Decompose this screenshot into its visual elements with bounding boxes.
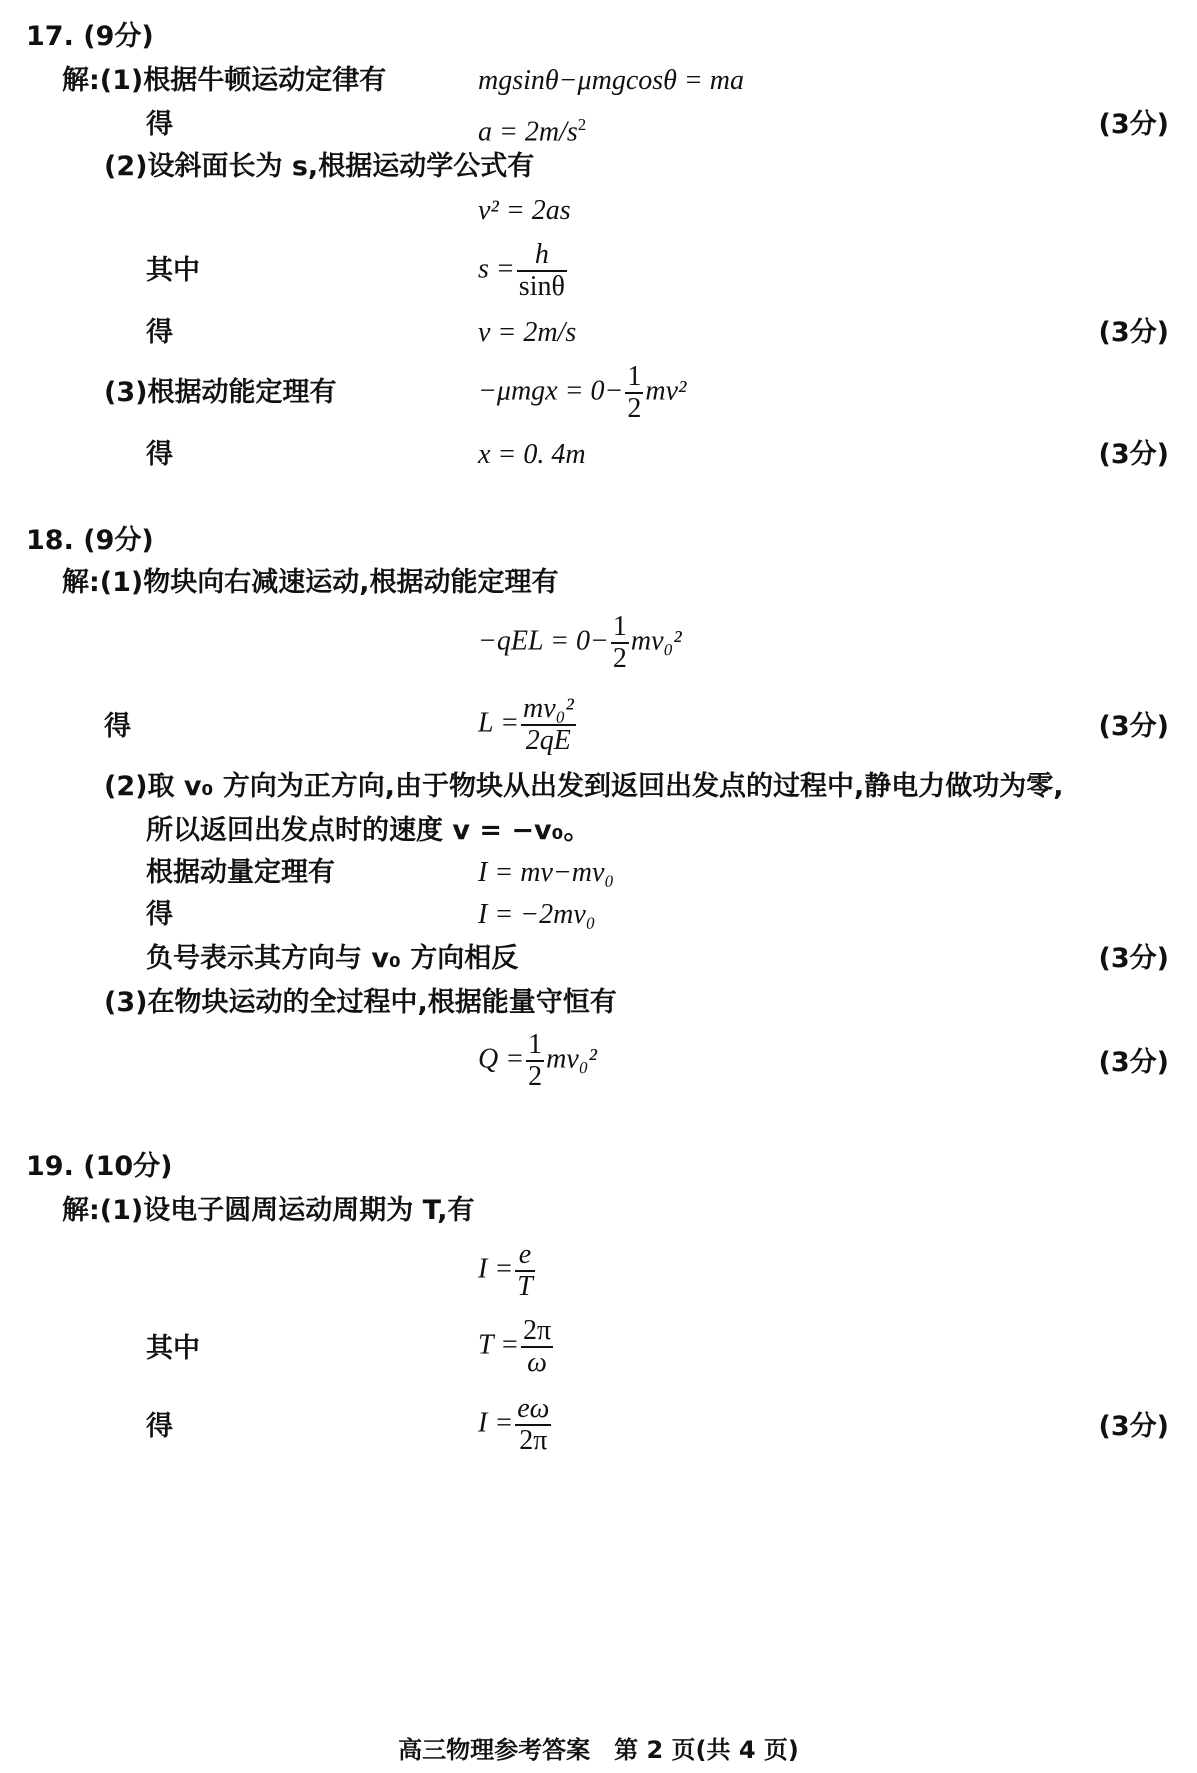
q18-part3-label: (3)在物块运动的全过程中,根据能量守恒有 [104, 987, 617, 1018]
q17-qizhong: 其中 [146, 255, 200, 286]
q18-score-2: (3分) [1098, 943, 1169, 974]
q19-result-current: I = $\frac{e\omega}{2\pi}$ [478, 1393, 550, 1456]
page-footer: 高三物理参考答案 第 2 页(共 4 页) [398, 1736, 799, 1764]
q18-equation-momentum: I = mv−mv₀ [478, 857, 615, 888]
q19-de-1: 得 [146, 1411, 173, 1442]
q17-score-2: (3分) [1098, 317, 1169, 348]
q18-part2-line2: 所以返回出发点时的速度 v = −v₀。 [146, 815, 591, 846]
q17-equation-energy: −μmgx = 0− $\frac{1}{2}$ mv² [478, 361, 687, 424]
q17-equation-kinematics: v² = 2as [478, 195, 571, 226]
q18-equation-heat: Q = $\frac{1}{2}$ mv₀² [478, 1029, 597, 1092]
q18-negative-note: 负号表示其方向与 v₀ 方向相反 [146, 943, 519, 974]
q18-header: 18. (9分) [26, 525, 154, 556]
q19-score-1: (3分) [1098, 1411, 1169, 1442]
q19-equation-period: T = $\frac{2\pi}{\omega}$ [478, 1315, 552, 1378]
q17-de-1: 得 [146, 109, 173, 140]
q17-part2-label: (2)设斜面长为 s,根据运动学公式有 [104, 151, 535, 182]
q18-momentum-label: 根据动量定理有 [146, 857, 335, 888]
q19-qizhong: 其中 [146, 1333, 200, 1364]
q17-de-2: 得 [146, 317, 173, 348]
q17-score-3: (3分) [1098, 439, 1169, 470]
q18-score-1: (3分) [1098, 711, 1169, 742]
q18-result-impulse: I = −2mv₀ [478, 899, 596, 930]
q17-part3-label: (3)根据动能定理有 [104, 377, 337, 408]
q18-equation-energy: −qEL = 0− $\frac{1}{2}$ mv₀² [478, 611, 682, 674]
q17-result-velocity: v = 2m/s [478, 317, 577, 348]
q19-header: 19. (10分) [26, 1151, 173, 1182]
q17-equation-length: s = $\frac{h}{\sin\theta}$ [478, 239, 565, 302]
q19-equation-current: I = $\frac{e}{T}$ [478, 1239, 533, 1302]
q17-part1-label: 解:(1)根据牛顿运动定律有 [62, 65, 387, 96]
q19-part1-label: 解:(1)设电子圆周运动周期为 T,有 [62, 1195, 475, 1226]
q18-part2-line1: (2)取 v₀ 方向为正方向,由于物块从出发到返回出发点的过程中,静电力做功为零, [104, 771, 1064, 802]
q17-header: 17. (9分) [26, 21, 154, 52]
q17-result-distance: x = 0. 4m [478, 439, 586, 470]
q17-equation-newton: mgsinθ−μmgcosθ = ma [478, 65, 745, 96]
q18-de-2: 得 [146, 899, 173, 930]
q17-score-1: (3分) [1098, 109, 1169, 140]
q18-score-3: (3分) [1098, 1047, 1169, 1078]
q18-result-length: L = $\frac{\text{mv₀²}}{2qE}$ [478, 693, 574, 756]
q18-part1-label: 解:(1)物块向右减速运动,根据动能定理有 [62, 567, 559, 598]
q17-de-3: 得 [146, 439, 173, 470]
q18-de-1: 得 [104, 711, 131, 742]
q17-result-acceleration: $a = 2m/s^2$ [478, 115, 587, 148]
